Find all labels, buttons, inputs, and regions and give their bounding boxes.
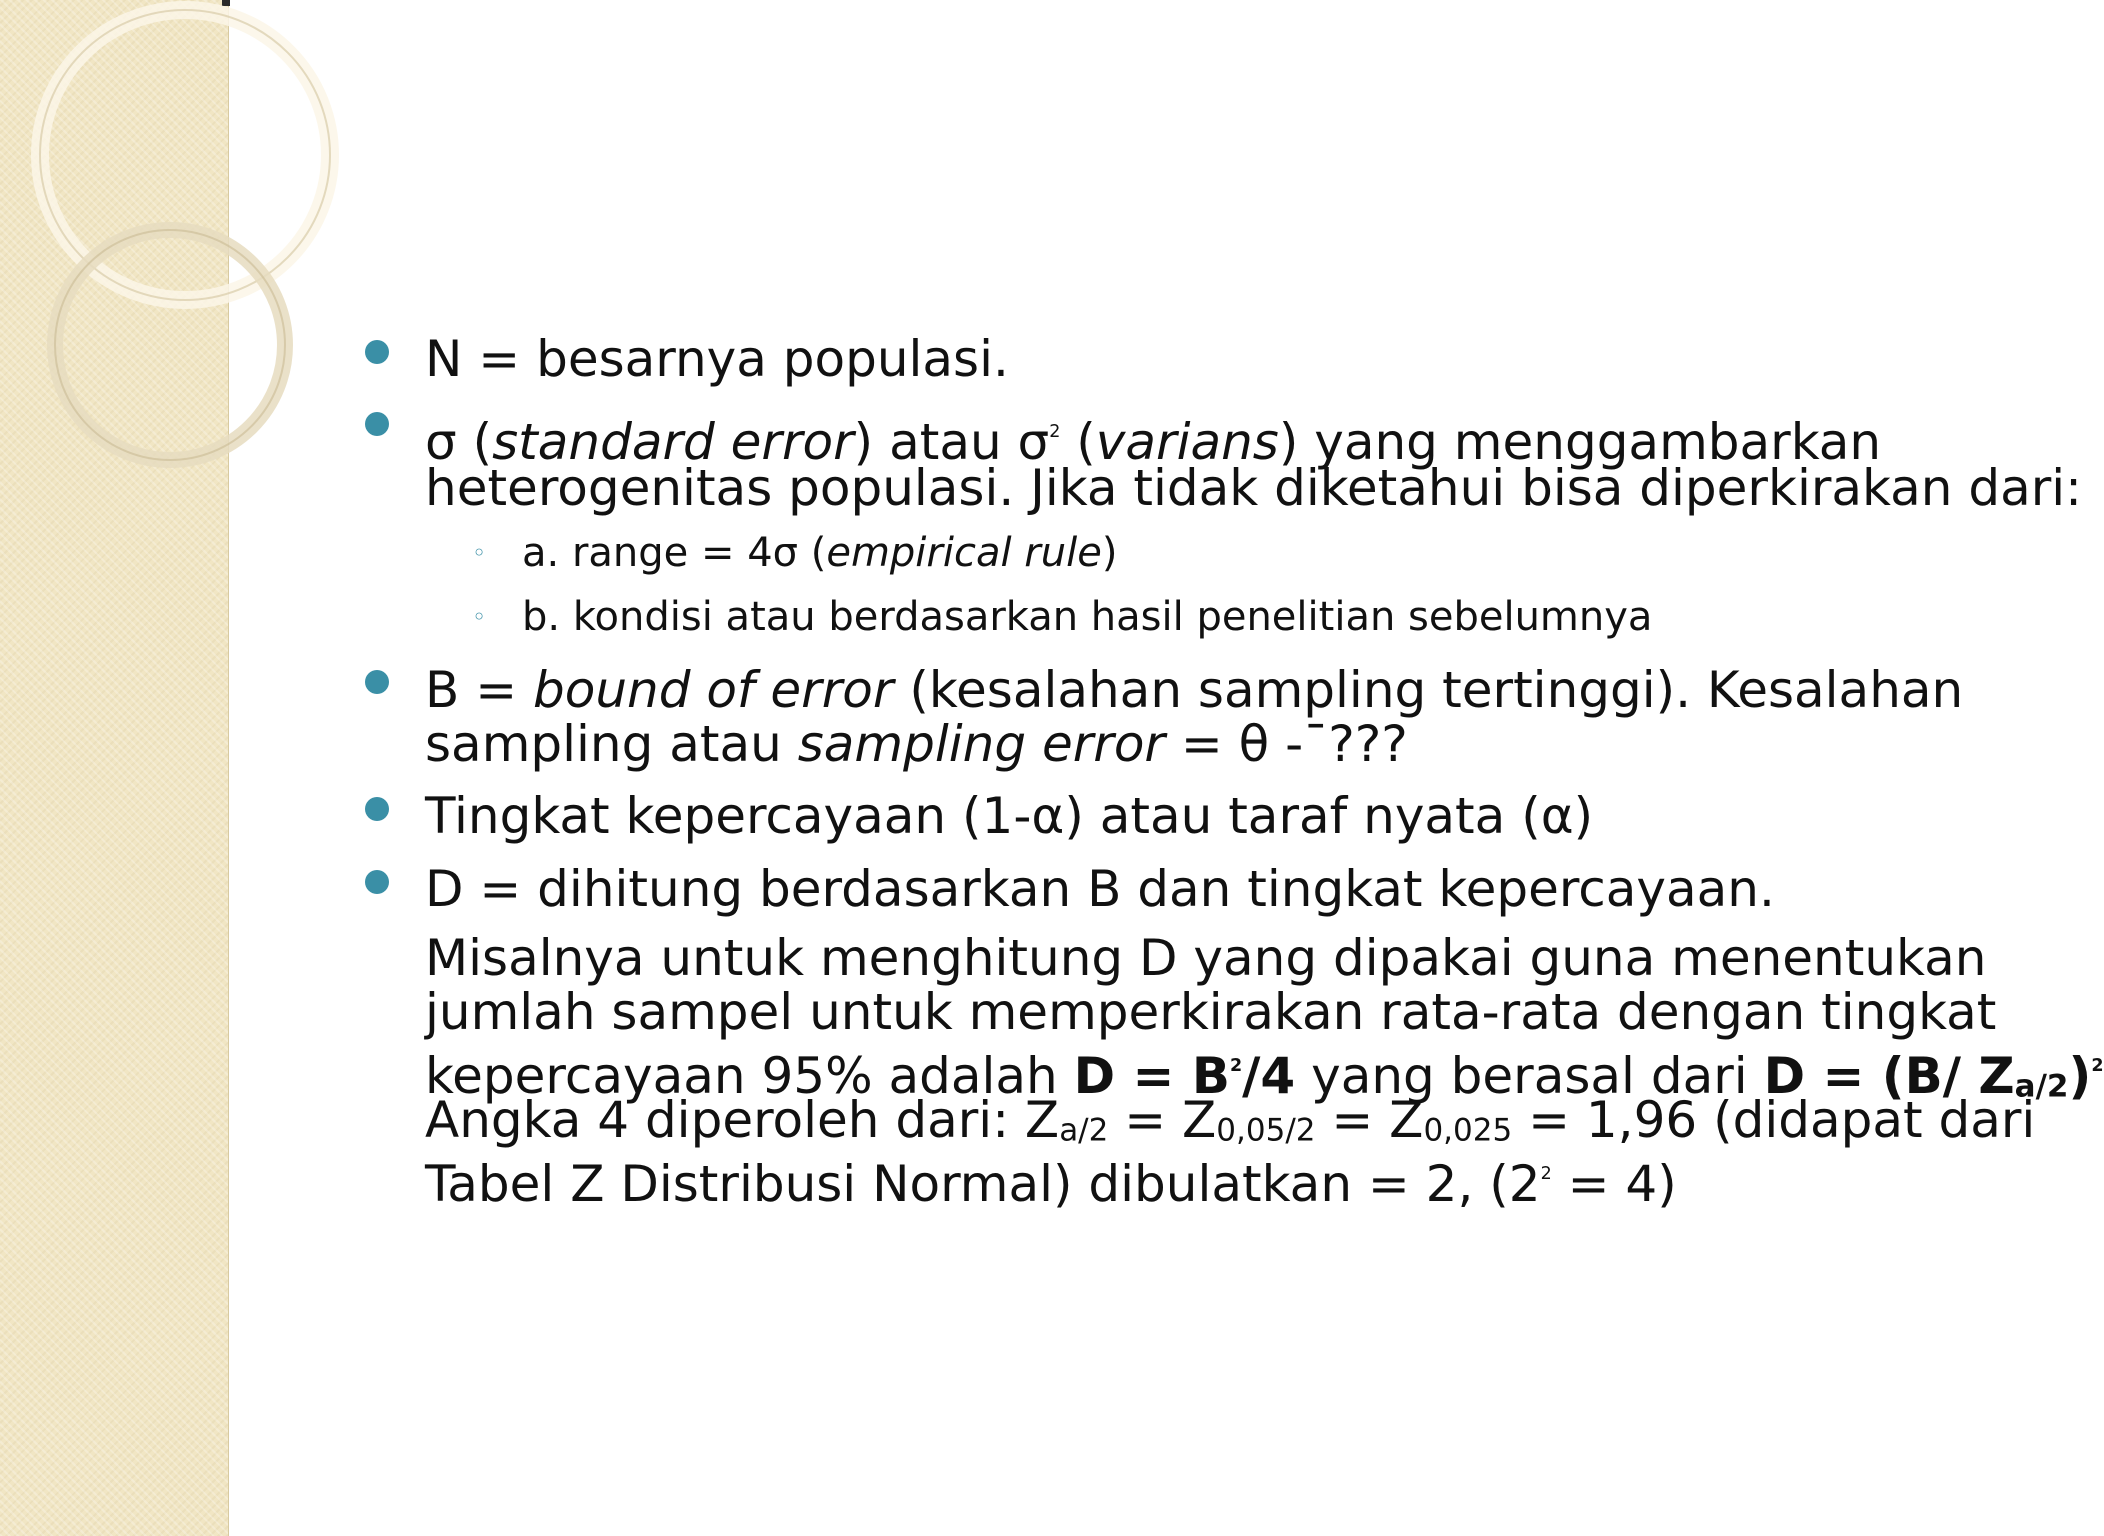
bullet-bound-line-1: B = bound of error (kesalahan sampling tertinggi). Kesalahan [425,661,1964,719]
paragraph-line-3: kepercayaan 95% adalah $D = B^2/4$ yang berasal dari D = (B/ $Z_{a/2})^2$ [425,1046,2104,1105]
sub-bullet-marker: ◦ [472,539,487,567]
paragraph-line-1: Misalnya untuk menghitung D yang dipakai guna menentukan [425,929,1987,987]
sub-bullet-marker: ◦ [472,603,487,631]
bullet-confidence: Tingkat kepercayaan (1-α) atau taraf nyata (α) [425,787,1594,845]
bullet-population: N = besarnya populasi. [425,330,1009,388]
sub-bullet-condition: b. kondisi atau berdasarkan hasil penelitian sebelumnya [522,594,1653,640]
bullet-marker [365,870,389,894]
bullet-bound-line-2: sampling atau sampling error = θ -¯??? [425,715,1408,773]
bullet-marker [365,340,389,364]
bullet-marker [365,670,389,694]
bullet-marker [365,797,389,821]
bullet-d-calc: D = dihitung berdasarkan B dan tingkat kepercayaan. [425,860,1775,918]
sub-bullet-range: a. range = 4σ (empirical rule) [522,530,1118,576]
paragraph-line-4: Angka 4 diperoleh dari: $Z_{a/2} = Z_{0,05/2} = Z_{0,025} = 1,96$ (didapat dari [425,1091,2036,1149]
bullet-marker [365,412,389,436]
bullet-sigma-line-2: heterogenitas populasi. Jika tidak diketahui bisa diperkirakan dari: [425,459,2083,517]
paragraph-line-2: jumlah sampel untuk memperkirakan rata-rata dengan tingkat [425,983,1997,1041]
paragraph-line-5: Tabel Z Distribusi Normal) dibulatkan = 2, $(2^2 = 4)$ [425,1154,1677,1213]
bullet-sigma-line-1: σ (standard error) atau $\sigma^2$ (varians) yang menggambarkan [425,412,1882,471]
